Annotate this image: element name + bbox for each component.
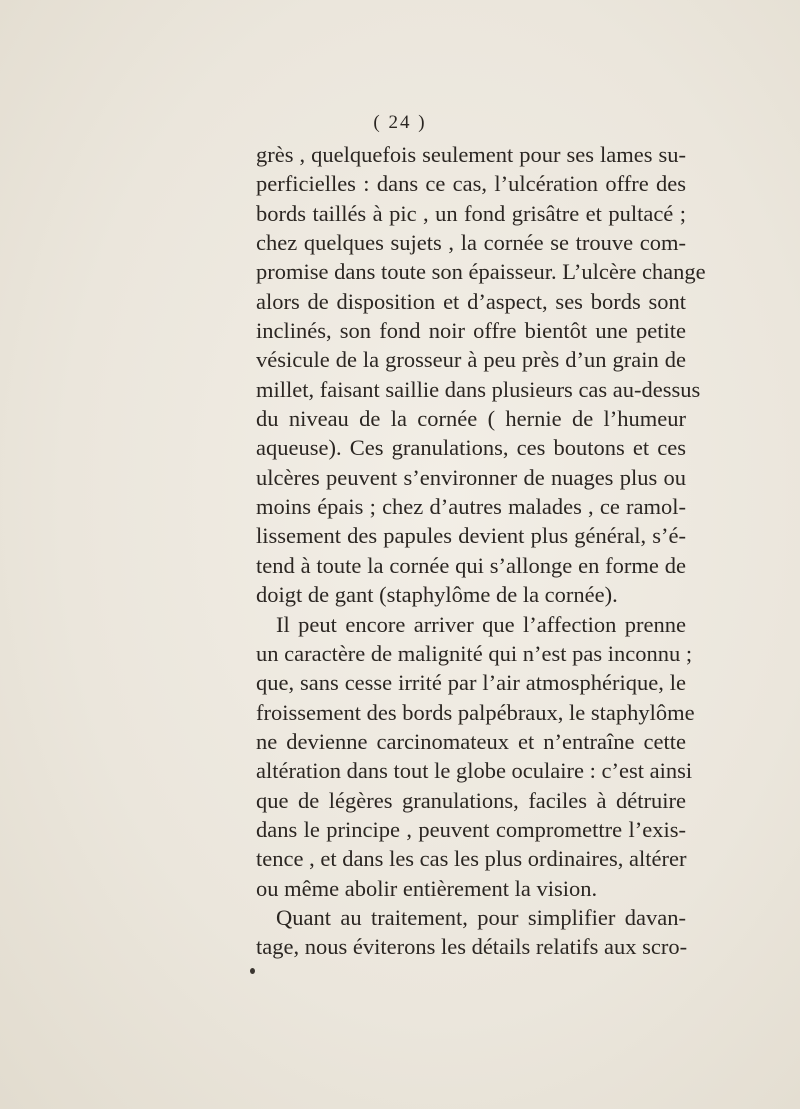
text-line: un caractère de malignité qui n’est pas inconnu ; bbox=[256, 640, 693, 666]
text-line: vésicule de la grosseur à peu près d’un grain de bbox=[256, 347, 686, 373]
text-line: inclinés, son fond noir offre bientôt une petite bbox=[256, 318, 686, 344]
page-number: ( 24 ) bbox=[373, 112, 427, 133]
text-line: ulcères peuvent s’environner de nuages plus ou bbox=[256, 464, 686, 490]
text-line: Il peut encore arriver que l’affection prenne bbox=[276, 611, 686, 637]
text-line: doigt de gant (staphylôme de la cornée). bbox=[256, 582, 618, 608]
text-line: dans le principe , peuvent compromettre l’exis- bbox=[256, 816, 686, 842]
text-line: que de légères granulations, faciles à détruire bbox=[256, 787, 686, 813]
ink-speck bbox=[250, 968, 255, 974]
text-line: moins épais ; chez d’autres malades , ce ramol- bbox=[256, 494, 686, 520]
text-line: Quant au traitement, pour simplifier davan- bbox=[276, 904, 686, 930]
text-line: grès , quelquefois seulement pour ses lames su- bbox=[256, 142, 686, 167]
text-line: lissement des papules devient plus général, s’é- bbox=[256, 523, 686, 549]
text-line: tend à toute la cornée qui s’allonge en forme de bbox=[256, 552, 686, 578]
text-line: chez quelques sujets , la cornée se trouve com- bbox=[256, 230, 686, 256]
text-line: ne devienne carcinomateux et n’entraîne cette bbox=[256, 728, 686, 754]
text-line: altération dans tout le globe oculaire : c’est ainsi bbox=[256, 758, 693, 784]
text-line: que, sans cesse irrité par l’air atmosphérique, le bbox=[256, 670, 686, 696]
text-line: bords taillés à pic , un fond grisâtre et pultacé ; bbox=[256, 200, 686, 226]
text-line: perficielles : dans ce cas, l’ulcération offre des bbox=[256, 171, 686, 197]
text-line: millet, faisant saillie dans plusieurs cas au-dessus bbox=[256, 376, 701, 402]
text-line: aqueuse). Ces granulations, ces boutons et ces bbox=[256, 435, 686, 461]
text-line: ou même abolir entièrement la vision. bbox=[256, 875, 598, 901]
text-line: tence , et dans les cas les plus ordinaires, altérer bbox=[256, 846, 687, 872]
text-line: tage, nous éviterons les détails relatifs aux scro- bbox=[256, 934, 688, 960]
text-line: promise dans toute son épaisseur. L’ulcère change bbox=[256, 259, 706, 285]
text-line: du niveau de la cornée ( hernie de l’humeur bbox=[256, 406, 686, 432]
body-text bbox=[256, 140, 706, 962]
text-line: froissement des bords palpébraux, le staphylôme bbox=[256, 699, 695, 725]
text-line: alors de disposition et d’aspect, ses bords sont bbox=[256, 288, 686, 314]
